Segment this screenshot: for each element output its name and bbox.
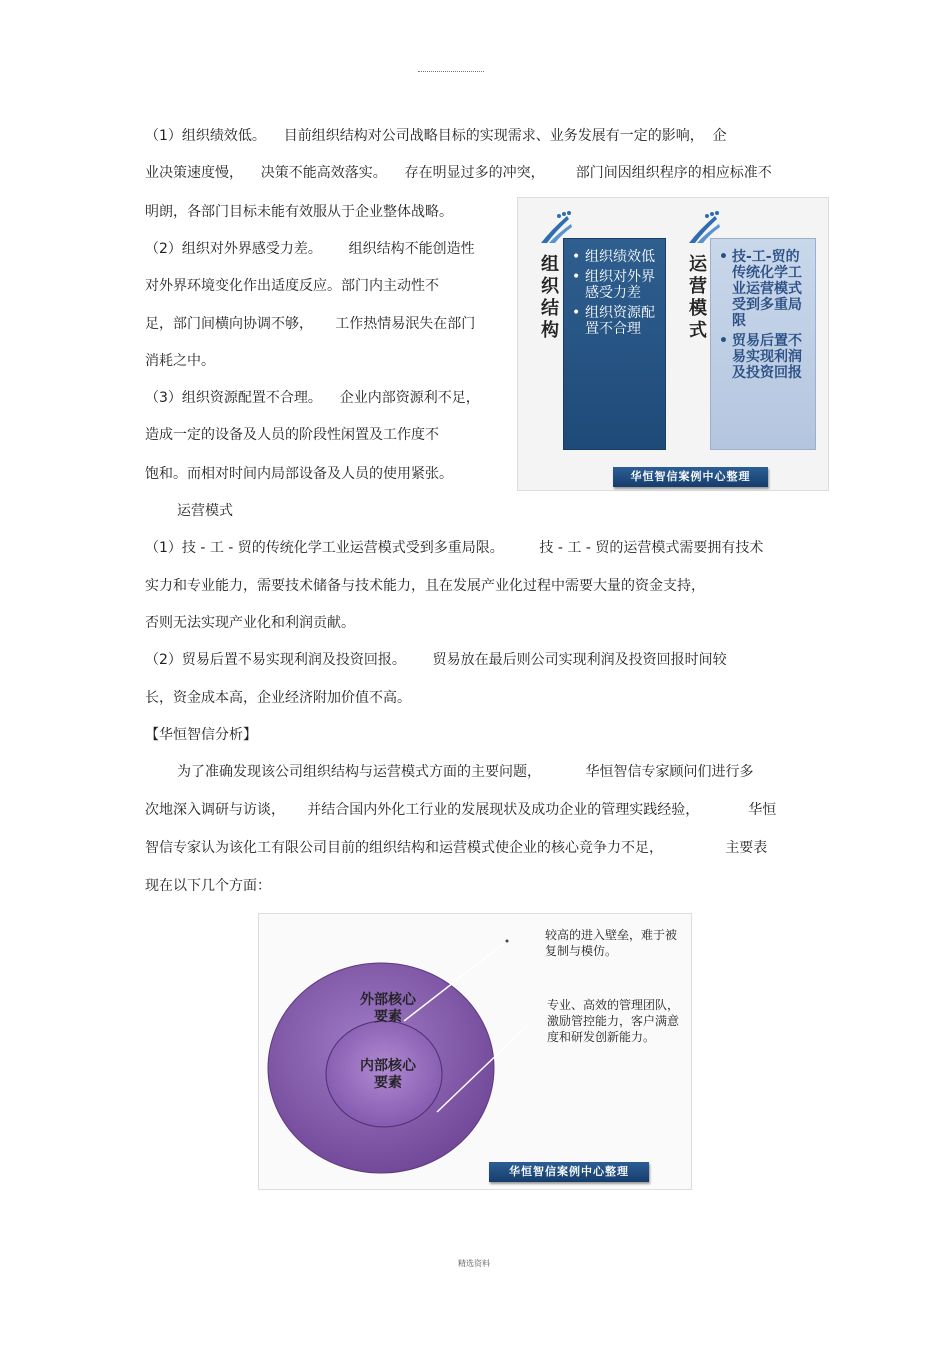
text-line: （2）贸易后置不易实现利润及投资回报。 贸易放在最后则公司实现利润及投资回报时间较 — [145, 652, 727, 668]
header-rule — [418, 71, 484, 72]
capability-note: 专业、高效的管理团队，激励管控能力，客户满意度和研发创新能力。 — [547, 998, 680, 1044]
figure-caption: 华恒智信案例中心整理 — [613, 467, 768, 487]
inner-core-label: 内部核心要素 — [360, 1058, 416, 1091]
text-line: （1）组织绩效低。 目前组织结构对公司战略目标的实现需求、业务发展有一定的影响， 企 — [145, 128, 727, 144]
org-issues-box — [563, 238, 666, 450]
barrier-note: 较高的进入壁垒，难于被复制与模仿。 — [545, 928, 678, 958]
side-label-org: 组织结构 — [541, 254, 559, 341]
text-line: 否则无法实现产业化和利润贡献。 — [145, 615, 355, 631]
text-line: 次地深入调研与访谈， 并结合国内外化工行业的发展现状及成功企业的管理实践经验， 华恒 — [145, 802, 777, 818]
figure-caption: 华恒智信案例中心整理 — [489, 1162, 649, 1182]
text-line: 对外界环境变化作出适度反应。部门内主动性不 — [145, 278, 439, 294]
text-line: 现在以下几个方面： — [145, 878, 271, 894]
text-line: 长，资金成本高，企业经济附加价值不高。 — [145, 690, 411, 706]
ops-issue-item: • 贸易后置不易实现利润及投资回报 — [719, 333, 807, 381]
footer-label: 精选资料 — [458, 1259, 490, 1268]
outer-core-label: 外部核心要素 — [360, 992, 416, 1025]
figure-org-structure — [517, 197, 829, 491]
ops-issue-item: • 技-工-贸的传统化学工业运营模式受到多重局限 — [719, 249, 807, 329]
text-line: （3）组织资源配置不合理。 企业内部资源利不足， — [145, 390, 480, 406]
text-line: 【华恒智信分析】 — [145, 727, 257, 743]
org-issue-item: • 组织绩效低 — [572, 249, 657, 265]
callout-dot — [506, 940, 509, 943]
text-line: 运营模式 — [177, 503, 233, 519]
text-line: 造成一定的设备及人员的阶段性闲置及工作度不 — [145, 427, 439, 443]
side-label-ops: 运营模式 — [689, 254, 707, 341]
org-issue-item: • 组织对外界感受力差 — [572, 269, 657, 301]
text-line: 实力和专业能力，需要技术储备与技术能力，且在发展产业化过程中需要大量的资金支持， — [145, 578, 705, 594]
figure-core-elements — [258, 913, 692, 1190]
text-line: （2）组织对外界感受力差。 组织结构不能创造性 — [145, 241, 475, 257]
text-line: 明朗，各部门目标未能有效服从于企业整体战略。 — [145, 204, 453, 220]
text-line: 智信专家认为该化工有限公司目前的组织结构和运营模式使企业的核心竞争力不足， 主要表 — [145, 840, 768, 856]
text-line: 消耗之中。 — [145, 353, 215, 369]
text-line: （1）技 - 工 - 贸的传统化学工业运营模式受到多重局限。 技 - 工 - 贸的运营模式需要拥有技术 — [145, 540, 764, 556]
text-line: 饱和。而相对时间内局部设备及人员的使用紧张。 — [145, 466, 453, 482]
org-issue-item: • 组织资源配置不合理 — [572, 305, 657, 337]
text-line: 业决策速度慢， 决策不能高效落实。 存在明显过多的冲突， 部门间因组织程序的相应标准不 — [145, 165, 772, 181]
ops-issues-box — [710, 238, 816, 450]
text-line: 足，部门间横向协调不够， 工作热情易泯失在部门 — [145, 316, 476, 332]
text-line: 为了准确发现该公司组织结构与运营模式方面的主要问题， 华恒智信专家顾问们进行多 — [177, 764, 754, 780]
